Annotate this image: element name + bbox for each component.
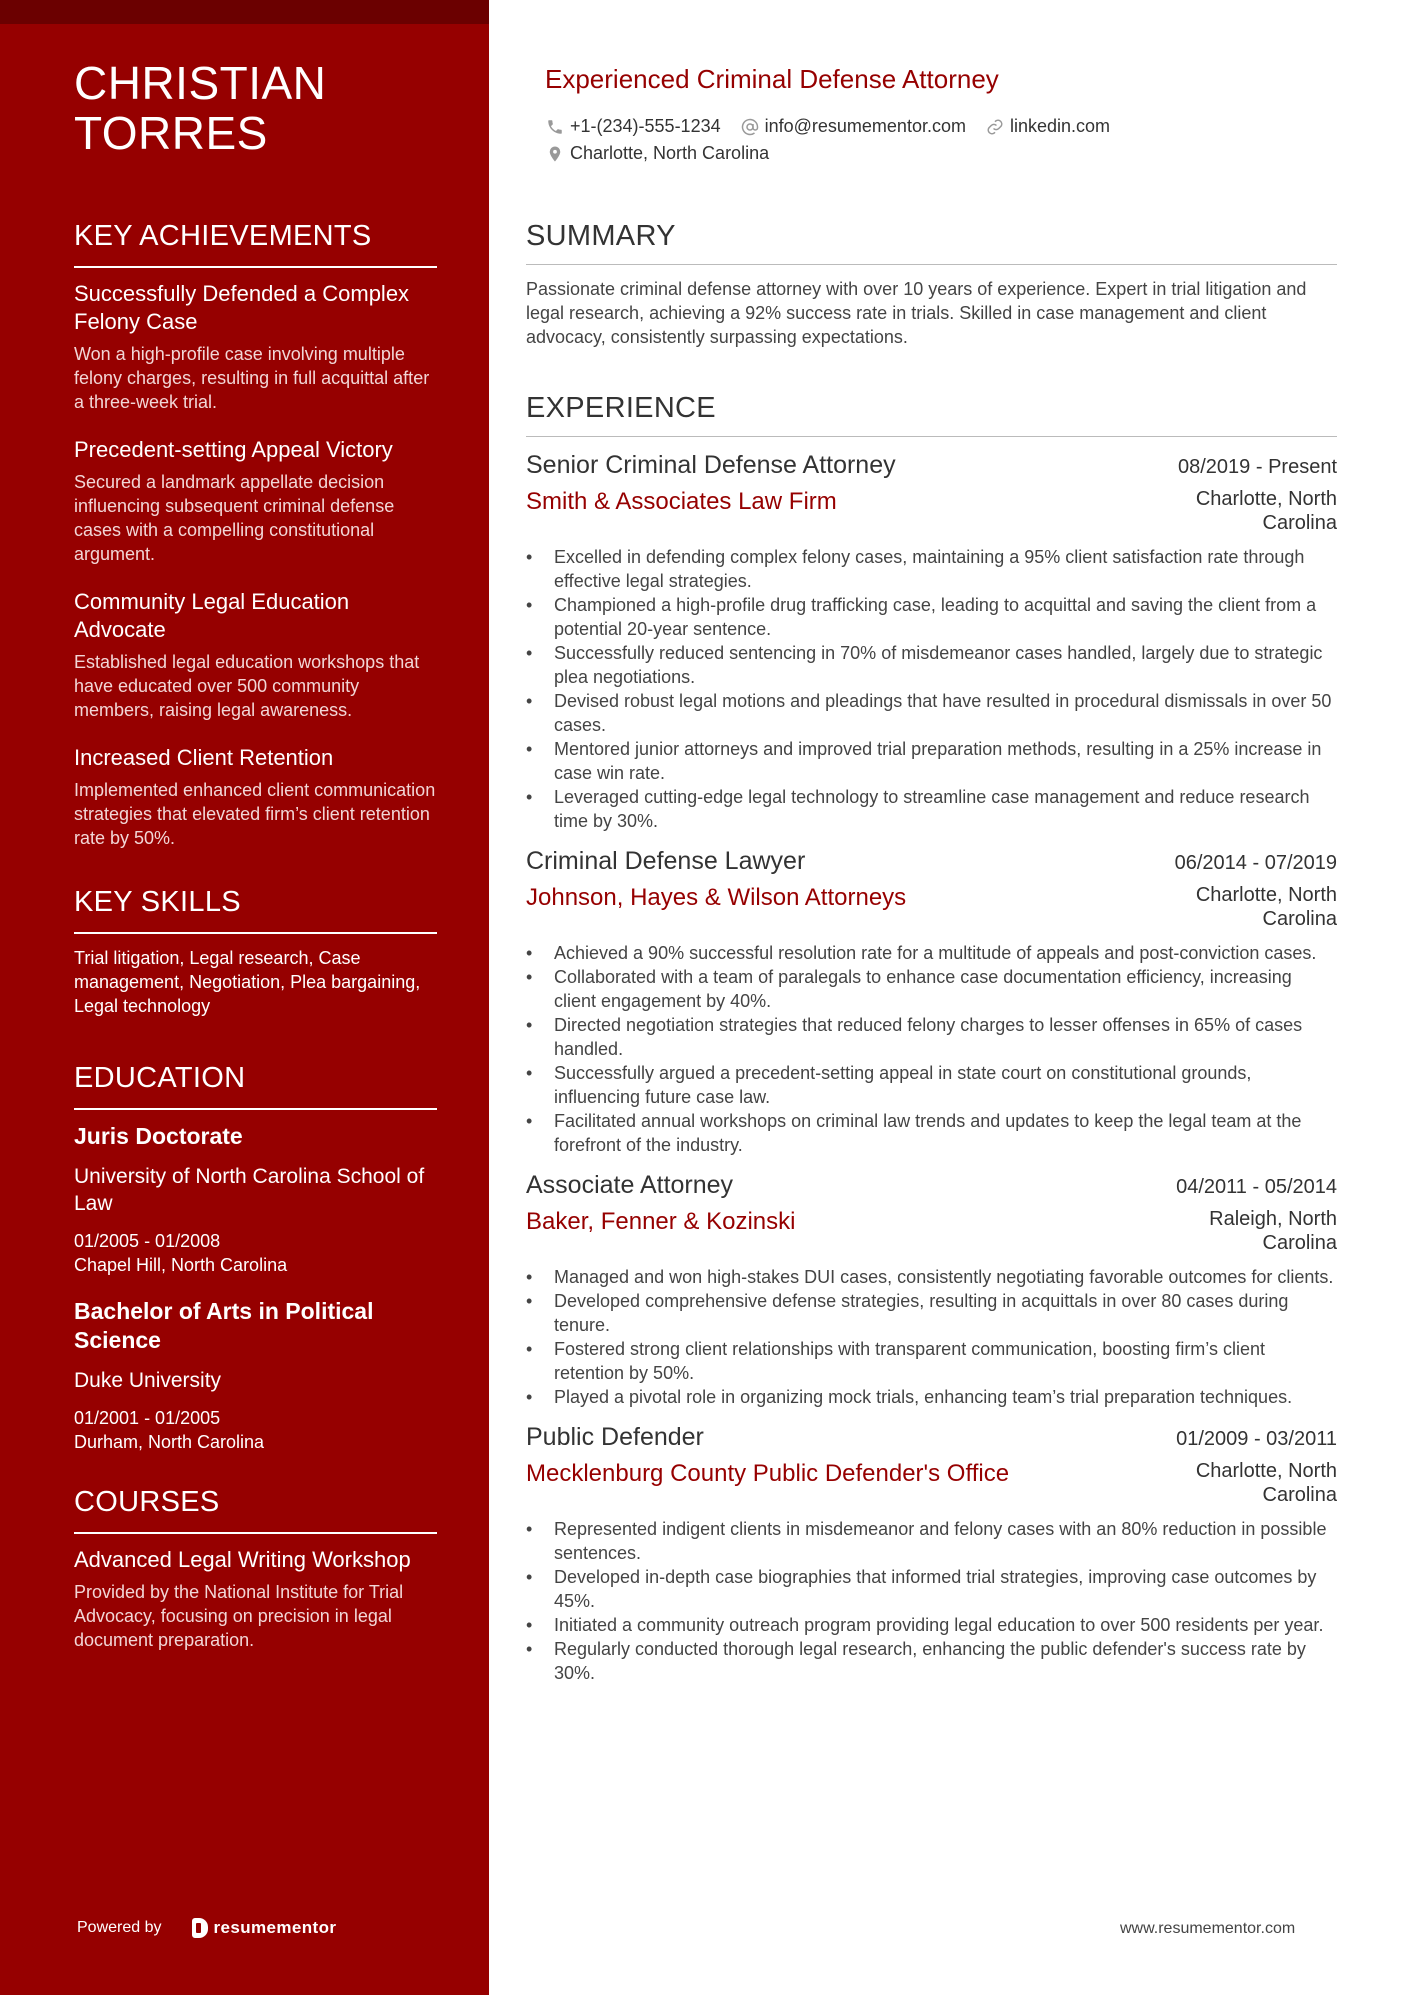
job-bullet: • Leveraged cutting-edge legal technology to streamline case management and reduce research time by 30%.: [526, 785, 1337, 833]
job-bullet: • Represented indigent clients in misdemeanor and felony cases with an 80% reduction in possible sentences.: [526, 1517, 1337, 1565]
job-location: Charlotte, North Carolina: [1195, 1460, 1337, 1506]
achievements-heading: KEY ACHIEVEMENTS: [74, 218, 437, 268]
job-bullet: • Initiated a community outreach program providing legal education to over 500 residents per year.: [526, 1613, 1337, 1637]
job-entry: [526, 845, 1337, 1157]
phone-number: +1-(234)-555-1234: [570, 116, 721, 136]
skills-heading: KEY SKILLS: [74, 884, 437, 934]
job-dates: 06/2014 - 07/2019: [1174, 852, 1337, 874]
link-icon: [986, 118, 1004, 136]
education-degree: Bachelor of Arts in Political Science: [74, 1298, 374, 1353]
linkedin-url: linkedin.com: [1009, 116, 1111, 136]
job-entry: [526, 449, 1337, 833]
job-bullets: [526, 941, 1337, 1157]
job-title: Public Defender: [526, 1423, 704, 1451]
education-dates: 01/2005 - 01/2008: [74, 1231, 221, 1251]
summary-section: [526, 218, 1337, 349]
job-location: Raleigh, North Carolina: [1209, 1208, 1337, 1254]
courses-section: [74, 1484, 437, 1652]
job-bullet: • Successfully argued a precedent-setting appeal in state court on constitutional grounds, influencing future case law.: [526, 1061, 1337, 1109]
achievement-desc: Won a high-profile case involving multiple felony charges, resulting in full acquittal after a three-week trial.: [74, 344, 430, 412]
achievement-title: Successfully Defended a Complex Felony Case: [74, 281, 410, 334]
achievement-desc: Secured a landmark appellate decision influencing subsequent criminal defense cases with a compelling constitutional argument.: [74, 472, 395, 564]
contact-location: [546, 143, 769, 164]
job-bullets: [526, 1517, 1337, 1685]
experience-section: [526, 390, 1337, 1685]
location-text: Charlotte, North Carolina: [570, 143, 770, 163]
job-bullet: • Developed in-depth case biographies that informed trial strategies, improving case outcomes by 45%.: [526, 1565, 1337, 1613]
job-bullet: • Successfully reduced sentencing in 70% of misdemeanor cases handled, largely due to strategic plea negotiations.: [526, 641, 1337, 689]
at-sign-icon: [741, 118, 759, 136]
contact-info: [546, 113, 1130, 167]
education-section: [74, 1060, 437, 1454]
job-bullet: • Devised robust legal motions and pleadings that have resulted in procedural dismissals in over 50 cases.: [526, 689, 1337, 737]
powered-by-label: Powered by: [77, 1919, 162, 1936]
course-desc: Provided by the National Institute for Trial Advocacy, focusing on precision in legal document preparation.: [74, 1582, 404, 1650]
achievement-desc: Established legal education workshops that have educated over 500 community members, raising legal awareness.: [74, 652, 420, 720]
job-bullets: [526, 1265, 1337, 1409]
achievement-item: [74, 744, 437, 850]
job-dates: 04/2011 - 05/2014: [1176, 1176, 1337, 1198]
job-company: Mecklenburg County Public Defender's Office: [526, 1460, 1010, 1487]
job-bullet: • Regularly conducted thorough legal research, enhancing the public defender's success rate by 30%.: [526, 1637, 1337, 1685]
sidebar: [0, 0, 489, 1995]
job-bullet: • Championed a high-profile drug trafficking case, leading to acquittal and saving the client from a potential 20-year sentence.: [526, 593, 1337, 641]
contact-email[interactable]: [741, 116, 966, 137]
education-location: Chapel Hill, North Carolina: [74, 1255, 288, 1275]
job-bullet: • Facilitated annual workshops on criminal law trends and updates to keep the legal team at the forefront of the industry.: [526, 1109, 1337, 1157]
achievements-section: [74, 218, 437, 850]
job-title: Senior Criminal Defense Attorney: [526, 451, 896, 479]
job-bullet: • Played a pivotal role in organizing mock trials, enhancing team’s trial preparation techniques.: [526, 1385, 1337, 1409]
education-degree: Juris Doctorate: [74, 1123, 243, 1149]
education-school: Duke University: [74, 1369, 222, 1392]
courses-heading: COURSES: [74, 1484, 437, 1534]
name-line-2: TORRES: [74, 107, 268, 159]
skills-list: Trial litigation, Legal research, Case management, Negotiation, Plea bargaining, Legal technology: [74, 948, 421, 1016]
job-bullet: • Managed and won high-stakes DUI cases, consistently negotiating favorable outcomes for clients.: [526, 1265, 1337, 1289]
education-item: [74, 1122, 437, 1277]
job-bullet: • Directed negotiation strategies that reduced felony charges to lesser offenses in 65% of cases handled.: [526, 1013, 1337, 1061]
achievement-title: Increased Client Retention: [74, 745, 334, 770]
job-entry: [526, 1421, 1337, 1685]
map-pin-icon: [546, 145, 564, 163]
footer-website-link[interactable]: www.resumementor.com: [1120, 1920, 1296, 1937]
job-company: Baker, Fenner & Kozinski: [526, 1208, 796, 1235]
education-heading: EDUCATION: [74, 1060, 437, 1110]
sidebar-top-bar: [0, 0, 489, 24]
job-bullet: • Developed comprehensive defense strategies, resulting in acquittals in over 80 cases during tenure.: [526, 1289, 1337, 1337]
experience-heading: EXPERIENCE: [526, 390, 1337, 437]
name-line-1: CHRISTIAN: [74, 57, 327, 109]
job-bullet: • Excelled in defending complex felony cases, maintaining a 95% client satisfaction rate through effective legal strategies.: [526, 545, 1337, 593]
job-entry: [526, 1169, 1337, 1409]
achievement-item: [74, 588, 437, 722]
job-bullet: • Achieved a 90% successful resolution rate for a multitude of appeals and post-conviction cases.: [526, 941, 1337, 965]
achievement-item: [74, 280, 437, 414]
job-bullet: • Collaborated with a team of paralegals to enhance case documentation efficiency, increasing client engagement by 40%.: [526, 965, 1337, 1013]
powered-by: [77, 1918, 336, 1938]
contact-phone[interactable]: [546, 116, 721, 137]
email-address: info@resumementor.com: [764, 116, 966, 136]
achievement-title: Precedent-setting Appeal Victory: [74, 437, 393, 462]
education-location: Durham, North Carolina: [74, 1432, 265, 1452]
job-dates: 01/2009 - 03/2011: [1176, 1428, 1337, 1450]
education-school: University of North Carolina School of Law: [74, 1165, 425, 1215]
job-dates: 08/2019 - Present: [1178, 456, 1337, 478]
education-item: [74, 1297, 437, 1454]
candidate-name: [74, 58, 437, 158]
job-bullets: [526, 545, 1337, 833]
brand-name[interactable]: resumementor: [213, 1918, 337, 1937]
job-bullet: • Fostered strong client relationships with transparent communication, boosting firm’s client retention by 50%.: [526, 1337, 1337, 1385]
phone-icon: [546, 118, 564, 136]
course-title: Advanced Legal Writing Workshop: [74, 1547, 411, 1572]
job-location: Charlotte, North Carolina: [1195, 488, 1337, 534]
course-item: [74, 1546, 437, 1652]
job-location: Charlotte, North Carolina: [1195, 884, 1337, 930]
job-company: Johnson, Hayes & Wilson Attorneys: [526, 884, 907, 911]
achievement-item: [74, 436, 437, 566]
job-title: Criminal Defense Lawyer: [526, 847, 806, 875]
summary-heading: SUMMARY: [526, 218, 1337, 265]
job-title: Associate Attorney: [526, 1171, 734, 1199]
headline: Experienced Criminal Defense Attorney: [545, 64, 999, 94]
contact-linkedin[interactable]: [986, 116, 1110, 137]
skills-section: [74, 884, 437, 1018]
job-company: Smith & Associates Law Firm: [526, 488, 837, 515]
achievement-desc: Implemented enhanced client communication strategies that elevated firm’s client retention rate by 50%.: [74, 780, 436, 848]
job-bullet: • Mentored junior attorneys and improved trial preparation methods, resulting in a 25% increase in case win rate.: [526, 737, 1337, 785]
summary-text: Passionate criminal defense attorney with over 10 years of experience. Expert in trial litigation and legal research, achieving a 92% success rate in trials. Skilled in case management and client advocacy, consistently surpassing expectations.: [526, 279, 1307, 347]
education-dates: 01/2001 - 01/2005: [74, 1408, 221, 1428]
resumementor-logo-icon: [192, 1918, 208, 1938]
achievement-title: Community Legal Education Advocate: [74, 589, 350, 642]
